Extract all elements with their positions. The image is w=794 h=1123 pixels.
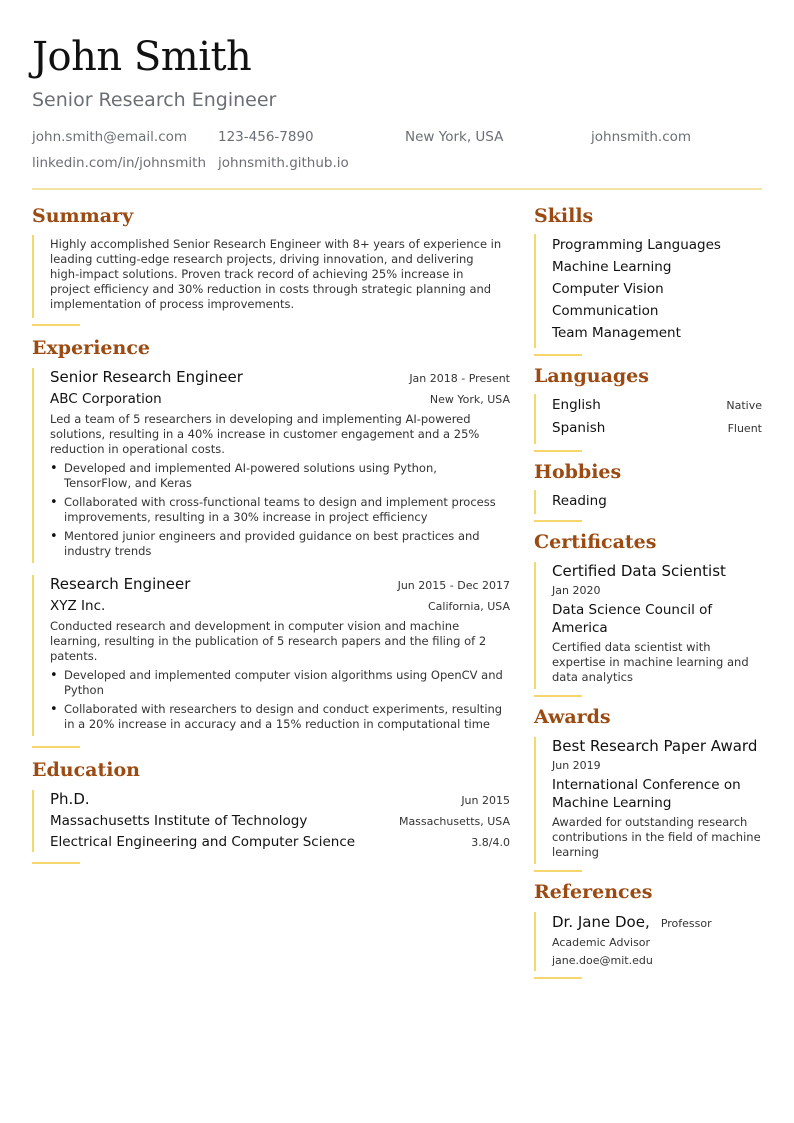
job-bullet: • Developed and implemented computer vision algorithms using OpenCV and Python (50, 668, 504, 698)
job-description: Conducted research and development in computer vision and machine learning, resulting in the publication of 5 research papers and the filing of 2 patents. (50, 619, 487, 663)
summary-body (32, 235, 510, 318)
education-date: Jun 2015 (461, 794, 510, 807)
job-title: Research Engineer (50, 575, 191, 593)
section-rule (534, 520, 582, 522)
section-title-education: Education (32, 759, 140, 781)
section-title-certificates: Certificates (534, 531, 657, 553)
references-section (534, 881, 762, 979)
certificate-name: Certified Data Scientist (552, 562, 726, 580)
award-date: Jun 2019 (552, 759, 601, 772)
job-bullet: • Mentored junior engineers and provided guidance on best practices and industry trends (50, 529, 500, 559)
section-title-awards: Awards (534, 706, 611, 728)
contact-email[interactable]: john.smith@email.com (32, 129, 188, 145)
section-rule (32, 862, 80, 864)
contact-website[interactable]: johnsmith.com (591, 129, 692, 145)
skill-item: Communication (552, 303, 659, 319)
job-entry (32, 368, 510, 563)
section-rule (32, 746, 80, 748)
award-issuer: International Conference on Machine Learning (552, 777, 741, 811)
candidate-name: John Smith (32, 34, 252, 80)
reference-name: Dr. Jane Doe, (552, 913, 650, 931)
certificate-date: Jan 2020 (552, 584, 601, 597)
job-bullet: • Collaborated with researchers to design and conduct experiments, resulting in a 20% increase in accuracy and a 15% reduction in computational time (50, 702, 504, 732)
education-entry (32, 790, 510, 852)
reference-entry (534, 912, 762, 971)
contact-github[interactable]: johnsmith.github.io (218, 155, 349, 171)
job-location: California, USA (428, 600, 510, 613)
section-rule (534, 354, 582, 356)
job-entry (32, 575, 510, 736)
section-title-summary: Summary (32, 205, 134, 227)
skill-item: Team Management (552, 325, 681, 341)
education-degree: Ph.D. (50, 790, 90, 808)
candidate-title: Senior Research Engineer (32, 89, 277, 111)
header-divider (32, 188, 762, 190)
section-title-hobbies: Hobbies (534, 461, 622, 483)
job-bullet: • Developed and implemented AI-powered solutions using Python, TensorFlow, and Keras (50, 461, 500, 491)
education-location: Massachusetts, USA (398, 815, 510, 828)
award-description: Awarded for outstanding research contributions in the field of machine learning (552, 815, 761, 859)
hobbies-section (534, 461, 762, 522)
job-title: Senior Research Engineer (50, 368, 243, 386)
hobby-item: Reading (552, 493, 607, 509)
education-school: Massachusetts Institute of Technology (50, 813, 308, 829)
section-rule (534, 977, 582, 979)
reference-email[interactable]: jane.doe@mit.edu (552, 954, 653, 967)
section-title-experience: Experience (32, 337, 150, 359)
certificate-entry (534, 562, 762, 689)
reference-relation: Academic Advisor (552, 936, 651, 949)
job-location: New York, USA (429, 393, 510, 406)
award-entry (534, 737, 762, 864)
skill-item: Computer Vision (552, 281, 664, 297)
education-gpa: 3.8/4.0 (471, 836, 510, 849)
section-rule (32, 324, 80, 326)
skills-section (534, 205, 762, 356)
job-bullet: • Collaborated with cross-functional teams to design and implement process improvements, resulting in a 30% increase in project efficiency (50, 495, 500, 525)
certificate-issuer: Data Science Council of America (552, 602, 713, 636)
skill-item: Machine Learning (552, 259, 672, 275)
job-description: Led a team of 5 researchers in developing and implementing AI-powered solutions, resulting in a 40% increase in customer engagement and a 25% reduction in operational costs. (50, 412, 480, 456)
languages-section (534, 365, 762, 452)
section-rule (534, 450, 582, 452)
languages-list (534, 394, 762, 444)
section-title-skills: Skills (534, 205, 594, 227)
job-dates: Jan 2018 - Present (409, 372, 510, 385)
education-field: Electrical Engineering and Computer Science (50, 834, 356, 850)
job-dates: Jun 2015 - Dec 2017 (397, 579, 510, 592)
section-rule (534, 695, 582, 697)
job-company: XYZ Inc. (50, 598, 106, 614)
experience-section (32, 337, 510, 748)
language-name: English (552, 397, 601, 413)
contact-phone[interactable]: 123-456-7890 (218, 129, 314, 145)
summary-section (32, 205, 510, 326)
contact-location: New York, USA (405, 129, 504, 145)
left-column (32, 205, 510, 864)
contact-linkedin[interactable]: linkedin.com/in/johnsmith (32, 155, 207, 171)
awards-section (534, 706, 762, 872)
skill-item: Programming Languages (552, 237, 721, 253)
section-title-languages: Languages (534, 365, 649, 387)
job-company: ABC Corporation (50, 391, 162, 407)
language-level: Fluent (727, 422, 762, 435)
certificate-description: Certified data scientist with expertise in machine learning and data analytics (552, 640, 749, 684)
skills-list (534, 234, 762, 348)
right-column (534, 205, 762, 979)
section-title-references: References (534, 881, 653, 903)
certificates-section (534, 531, 762, 697)
language-level: Native (726, 399, 762, 412)
education-section (32, 759, 510, 864)
section-rule (534, 870, 582, 872)
reference-position: Professor (660, 917, 712, 930)
hobbies-list (534, 490, 762, 514)
summary-text: Highly accomplished Senior Research Engineer with 8+ years of experience in leading cutting-edge research projects, driving innovation, and delivering high-impact solutions. Proven track record of achieving 25% increase in project efficiency and 30% reduction in costs through strategic planning and implementation of process improvements. (50, 237, 502, 311)
language-name: Spanish (552, 420, 606, 436)
award-name: Best Research Paper Award (552, 737, 758, 755)
